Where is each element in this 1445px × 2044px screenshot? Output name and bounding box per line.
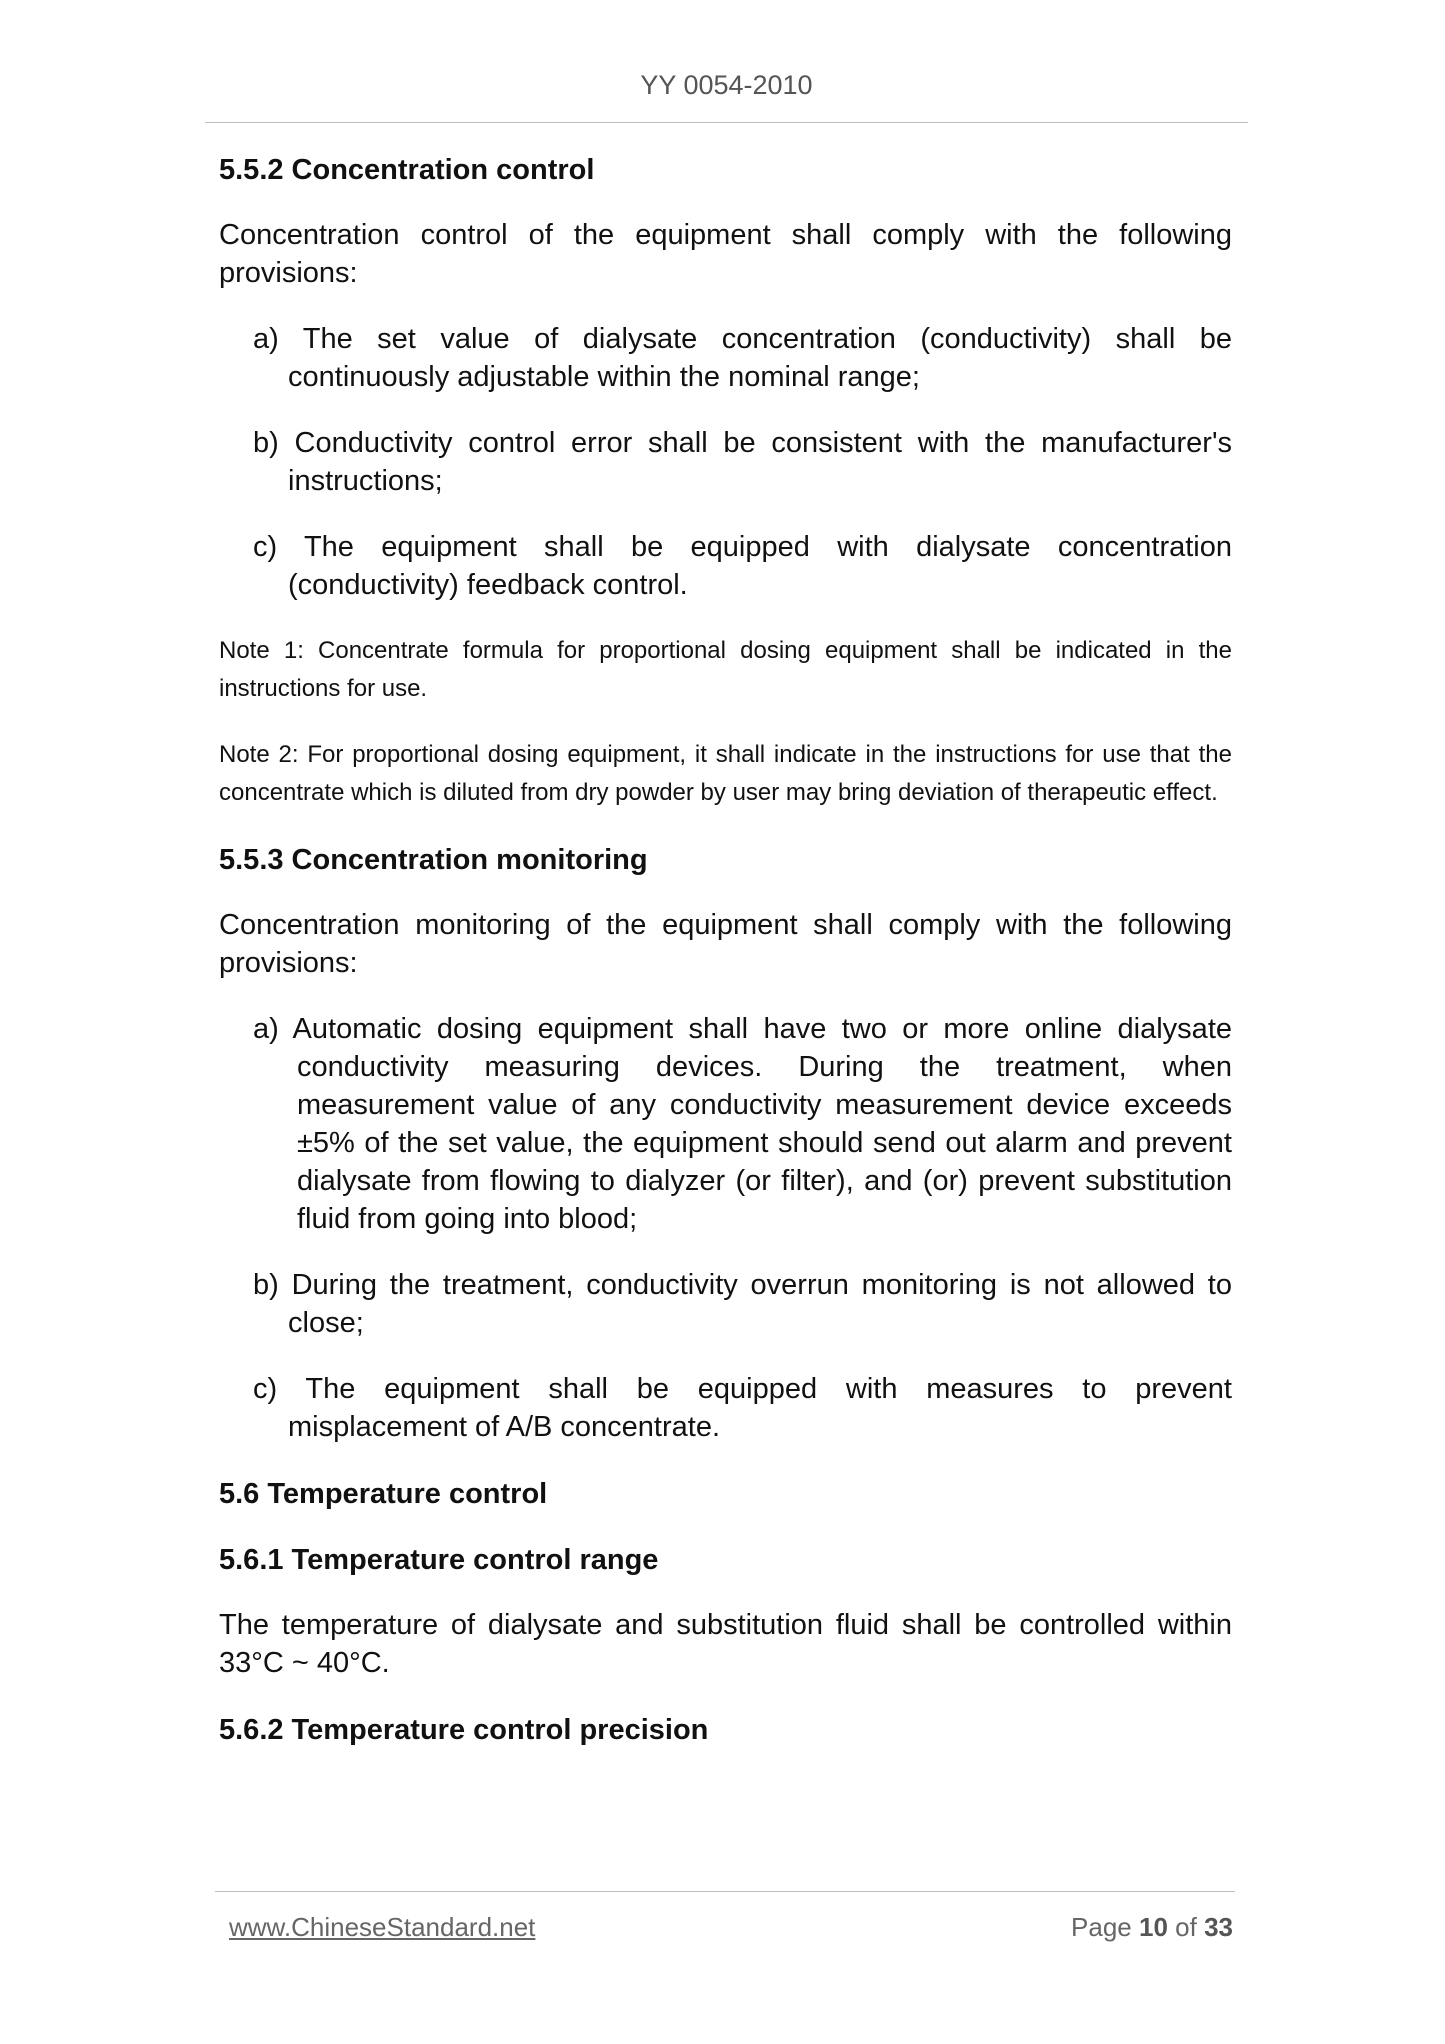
section-5-5-2-item-c: c) The equipment shall be equipped with dialysate concentration (conductivity) feedback control. [253,531,1232,601]
note-1: Note 1: Concentrate formula for proportional dosing equipment shall be indicated in the instructions for use. [219,637,1232,702]
footer-divider [215,1891,1235,1892]
section-heading-5-6-1: 5.6.1 Temperature control range [219,1544,659,1576]
section-heading-5-6-2: 5.6.2 Temperature control precision [219,1714,709,1746]
section-heading-5-5-2: 5.5.2 Concentration control [219,154,595,186]
section-5-5-3-item-a: a) Automatic dosing equipment shall have two or more online dialysate conductivity measuring devices. During the treatment, when measurement value of any conductivity measurement device exceeds ±5% of the set value, the equipment should send out alarm and prevent dialysate from flowing to dialyzer (or filter), and (or) prevent substitution fluid from going into blood; [253,1013,1232,1235]
page-indicator [1071,1912,1233,1943]
section-5-5-3-item-c: c) The equipment shall be equipped with measures to prevent misplacement of A/B concentrate. [253,1373,1232,1443]
page-word: Page [1071,1912,1132,1942]
section-heading-5-5-3: 5.5.3 Concentration monitoring [219,844,648,876]
header-divider [205,122,1248,123]
page-total: 33 [1204,1912,1233,1942]
section-5-5-3-intro: Concentration monitoring of the equipment shall comply with the following provisions: [219,909,1232,979]
section-5-5-3-item-b: b) During the treatment, conductivity overrun monitoring is not allowed to close; [253,1269,1232,1339]
section-5-5-2-item-b: b) Conductivity control error shall be consistent with the manufacturer's instructions; [253,427,1232,497]
section-5-5-2-intro: Concentration control of the equipment shall comply with the following provisions: [219,219,1232,289]
website-link[interactable]: www.ChineseStandard.net [229,1912,536,1942]
page-header-doc-id: YY 0054-2010 [640,70,813,100]
section-5-5-2-item-a: a) The set value of dialysate concentration (conductivity) shall be continuously adjustable within the nominal range; [253,323,1232,393]
section-heading-5-6: 5.6 Temperature control [219,1478,548,1510]
page-number: 10 [1139,1912,1168,1942]
note-2: Note 2: For proportional dosing equipment, it shall indicate in the instructions for use that the concentrate which is diluted from dry powder by user may bring deviation of therapeutic effect. [219,741,1232,806]
section-5-6-1-text: The temperature of dialysate and substitution fluid shall be controlled within 33°C ~ 40°C. [219,1609,1232,1679]
of-word: of [1175,1912,1197,1942]
document-body [219,150,1232,1776]
